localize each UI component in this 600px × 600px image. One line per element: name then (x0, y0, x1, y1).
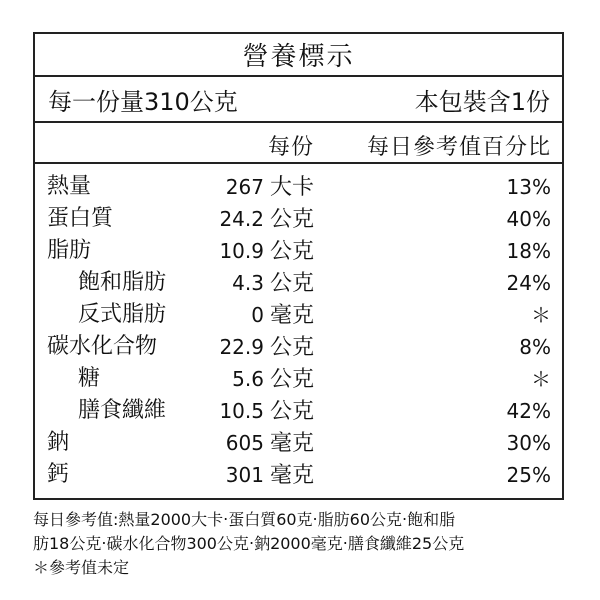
nutrient-daily-value: 8% (519, 335, 551, 359)
nutrient-amount-value: 10.9 (219, 239, 264, 263)
nutrient-amount-value: 22.9 (219, 335, 264, 359)
servings-per-package: 本包裝含1份 (414, 87, 550, 116)
footnote (33, 508, 573, 580)
nutrient-amount-value: 24.2 (219, 207, 264, 231)
nutrient-daily-value: 13% (506, 175, 551, 199)
nutrient-rows (35, 164, 562, 491)
nutrient-row (35, 299, 562, 331)
nutrient-amount-unit: 公克 (269, 367, 314, 392)
nutrient-row (35, 363, 562, 395)
nutrient-amount-unit: 大卡 (269, 175, 314, 200)
nutrient-row (35, 331, 562, 363)
nutrient-name: 脂肪 (47, 238, 92, 263)
nutrient-daily-value: ＊ (531, 367, 551, 391)
nutrient-amount-unit: 公克 (269, 335, 314, 360)
nutrient-daily-value: 30% (506, 431, 551, 455)
nutrition-label (33, 32, 564, 500)
nutrient-amount (232, 363, 314, 396)
nutrient-daily-value: 18% (506, 239, 551, 263)
nutrient-name: 碳水化合物 (47, 334, 158, 359)
footnote-line: 肪18公克‧碳水化合物300公克‧鈉2000毫克‧膳食纖維25公克 (33, 534, 465, 553)
nutrient-amount-value: 0 (251, 303, 264, 327)
nutrient-name: 蛋白質 (47, 206, 114, 231)
nutrient-amount-unit: 公克 (269, 239, 314, 264)
nutrient-row (35, 267, 562, 299)
nutrient-name: 鈣 (47, 462, 70, 487)
per-serving-header: 每份 (267, 135, 314, 160)
nutrient-row (35, 203, 562, 235)
nutrient-name: 熱量 (47, 174, 92, 199)
footnote-line: ＊參考值未定 (33, 558, 130, 577)
nutrient-row (35, 427, 562, 459)
nutrient-amount-unit: 毫克 (269, 303, 314, 328)
nutrient-daily-value: 24% (506, 271, 551, 295)
nutrient-row (35, 235, 562, 267)
serving-size: 每一份量310公克 (48, 87, 238, 116)
nutrient-amount (219, 331, 314, 364)
nutrient-amount-value: 4.3 (232, 271, 264, 295)
serving-info-row (35, 77, 562, 123)
nutrient-name: 膳食纖維 (78, 398, 167, 423)
nutrient-daily-value: 40% (506, 207, 551, 231)
nutrient-name: 反式脂肪 (78, 302, 167, 327)
nutrient-daily-value: 25% (506, 463, 551, 487)
nutrient-name: 鈉 (47, 430, 70, 455)
nutrient-amount (219, 395, 314, 428)
label-title: 營養標示 (242, 42, 355, 72)
nutrient-amount (251, 299, 314, 332)
nutrient-amount (219, 235, 314, 268)
nutrient-amount (226, 427, 314, 460)
nutrient-amount (226, 459, 314, 492)
nutrient-amount (219, 203, 314, 236)
nutrient-row (35, 395, 562, 427)
nutrient-amount (226, 171, 314, 204)
nutrient-amount-unit: 公克 (269, 207, 314, 232)
nutrient-amount-value: 301 (225, 463, 264, 487)
nutrient-name: 飽和脂肪 (78, 270, 167, 295)
nutrient-name: 糖 (78, 366, 101, 391)
nutrient-amount-value: 605 (225, 431, 264, 455)
nutrient-amount-unit: 公克 (269, 271, 314, 296)
nutrient-daily-value: ＊ (531, 303, 551, 327)
nutrient-amount-value: 267 (225, 175, 264, 199)
nutrient-amount-unit: 毫克 (269, 431, 314, 456)
nutrient-amount-value: 10.5 (219, 399, 264, 423)
label-title-row (35, 34, 562, 77)
nutrient-amount-value: 5.6 (232, 367, 264, 391)
nutrient-amount-unit: 公克 (269, 399, 314, 424)
nutrient-amount (232, 267, 314, 300)
footnote-line: 每日參考值:熱量2000大卡‧蛋白質60克‧脂肪60公克‧飽和脂 (33, 510, 456, 529)
daily-value-header: 每日參考值百分比 (366, 135, 551, 160)
nutrient-row (35, 459, 562, 491)
nutrient-row (35, 171, 562, 203)
column-header-row (35, 123, 562, 164)
nutrient-amount-unit: 毫克 (269, 463, 314, 488)
nutrient-daily-value: 42% (506, 399, 551, 423)
